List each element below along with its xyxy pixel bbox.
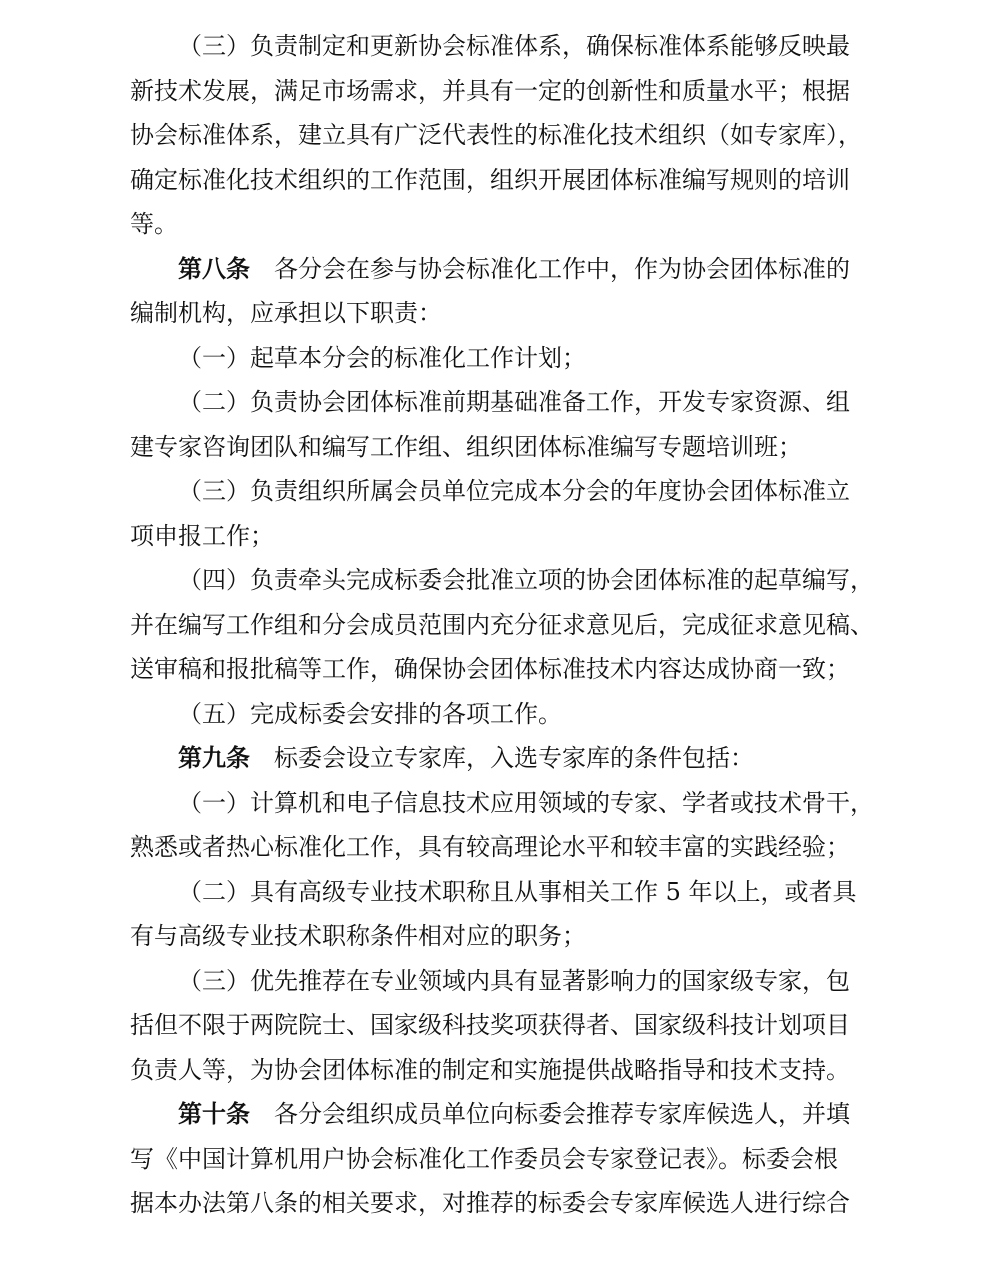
article-8-item-5 [130, 692, 870, 737]
article-8-item-2 [130, 380, 870, 469]
article-8-item-1 [130, 336, 870, 381]
text-line: （三）优先推荐在专业领域内具有显著影响力的国家级专家，包 [178, 966, 850, 995]
text-line: 协会标准体系，建立具有广泛代表性的标准化技术组织（如专家库）， [130, 121, 862, 149]
article-heading: 第十条 [178, 1099, 250, 1128]
text-line: 有与高级专业技术职称条件相对应的职务； [130, 922, 586, 950]
text-line: 括但不限于两院院士、国家级科技奖项获得者、国家级科技计划项目 [130, 1011, 850, 1039]
paragraph-3 [130, 24, 870, 247]
text-line: （二）负责协会团体标准前期基础准备工作，开发专家资源、组 [178, 388, 850, 416]
text-line: 送审稿和报批稿等工作，确保协会团体标准技术内容达成协商一致； [130, 655, 850, 683]
article-9-item-1 [130, 781, 874, 870]
article-text: 各分会在参与协会标准化工作中，作为协会团体标准的 [274, 254, 850, 283]
text-line: （三）负责组织所属会员单位完成本分会的年度协会团体标准立 [178, 477, 850, 505]
text-line: 建专家咨询团队和编写工作组、组织团体标准编写专题培训班； [130, 432, 802, 461]
article-9-item-2 [130, 870, 870, 959]
text-line: （一）起草本分会的标准化工作计划； [178, 343, 586, 372]
article-8 [130, 247, 870, 336]
text-line: （五）完成标委会安排的各项工作。 [178, 699, 562, 728]
text-line: （三）负责制定和更新协会标准体系，确保标准体系能够反映最 [178, 32, 850, 60]
text-line: （四）负责牵头完成标委会批准立项的协会团体标准的起草编写， [178, 566, 874, 594]
article-text: 各分会组织成员单位向标委会推荐专家库候选人，并填 [274, 1100, 850, 1128]
top-margin [130, 0, 870, 24]
article-8-item-4 [130, 558, 874, 692]
text-line: 并在编写工作组和分会成员范围内充分征求意见后，完成征求意见稿、 [130, 610, 874, 639]
article-text: 标委会设立专家库，入选专家库的条件包括： [274, 744, 754, 772]
article-8-item-3 [130, 469, 870, 558]
text-line: 等。 [130, 210, 178, 238]
text-line: 负责人等，为协会团体标准的制定和实施提供战略指导和技术支持。 [130, 1055, 850, 1084]
text-line: 确定标准化技术组织的工作范围，组织开展团体标准编写规则的培训 [130, 165, 850, 194]
article-9 [130, 736, 870, 781]
article-10 [130, 1092, 870, 1226]
text-line: 新技术发展，满足市场需求，并具有一定的创新性和质量水平；根据 [130, 76, 850, 105]
text-line [130, 736, 870, 781]
text-line: 据本办法第八条的相关要求，对推荐的标委会专家库候选人进行综合 [130, 1189, 850, 1217]
text-line [130, 1092, 870, 1137]
article-heading: 第九条 [178, 743, 250, 772]
text-line: 项申报工作； [130, 521, 274, 550]
text-line: 熟悉或者热心标准化工作，具有较高理论水平和较丰富的实践经验； [130, 833, 850, 861]
text-line: 写《中国计算机用户协会标准化工作委员会专家登记表》。标委会根 [130, 1144, 838, 1173]
article-9-item-3 [130, 959, 870, 1093]
text-line: （二）具有高级专业技术职称且从事相关工作 5 年以上，或者具 [178, 877, 857, 906]
document-body [130, 0, 874, 1226]
article-heading: 第八条 [178, 253, 250, 283]
text-line: （一）计算机和电子信息技术应用领域的专家、学者或技术骨干， [178, 788, 874, 817]
text-line [130, 247, 870, 292]
text-line: 编制机构，应承担以下职责： [130, 299, 442, 327]
